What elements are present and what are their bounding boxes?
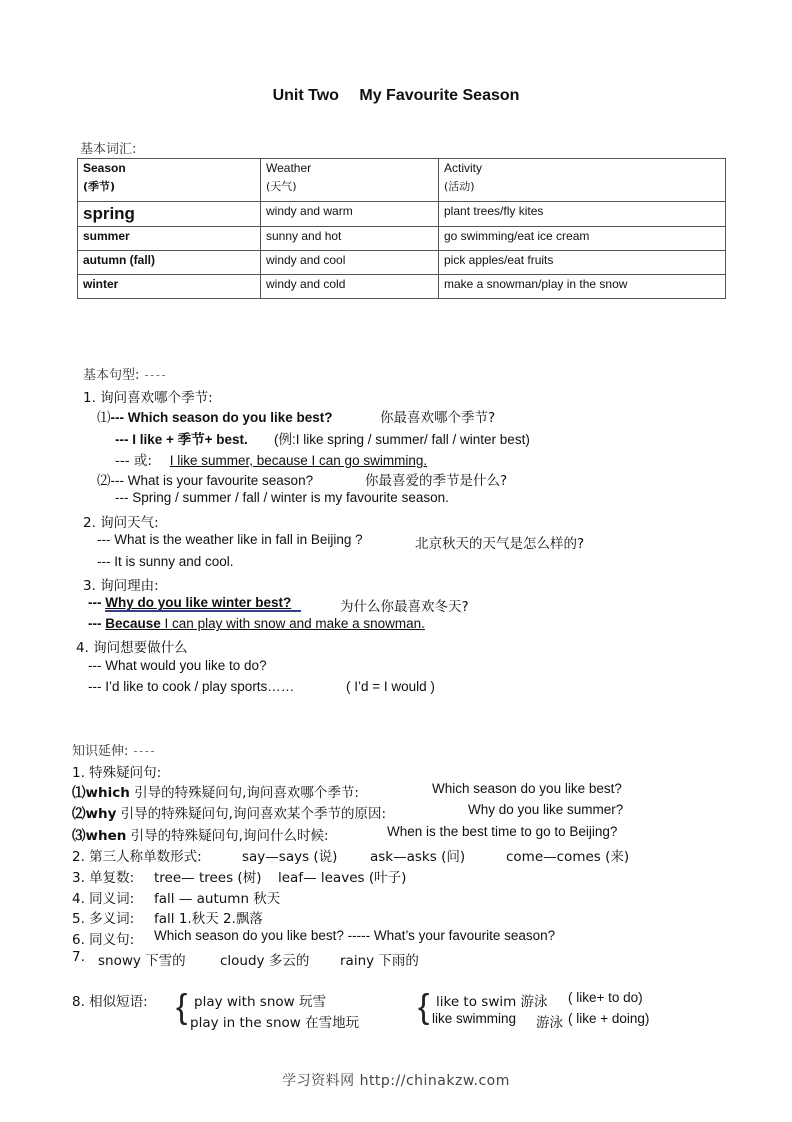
footer-watermark: 学习资料网 http://chinakzw.com xyxy=(282,1073,510,1089)
s1-q1-num: ⑴ xyxy=(97,410,111,426)
ext-1c-keyword: ⑶when xyxy=(72,828,127,844)
s1-q2-num: ⑵ xyxy=(97,473,111,489)
season-text: spring xyxy=(83,204,135,223)
header-season xyxy=(78,159,261,202)
s4-heading: 4. 询问想要做什么 xyxy=(76,640,188,656)
header-season-zh: (季节) xyxy=(83,180,116,193)
ext-1b-text: 引导的特殊疑问句,询问喜欢某个季节的原因: xyxy=(116,806,387,822)
cell-weather: windy and cold xyxy=(261,275,439,299)
s4-q: --- What would you like to do? xyxy=(88,658,267,673)
cell-activity: pick apples/eat fruits xyxy=(439,251,726,275)
sentences-label-text: 基本句型: xyxy=(83,368,140,383)
title-unit: Unit Two xyxy=(272,87,339,104)
cell-activity: make a snowman/play in the snow xyxy=(439,275,726,299)
ext-2c: come—comes (来) xyxy=(506,849,630,865)
extension-label xyxy=(72,740,154,759)
cell-season: summer xyxy=(78,227,261,251)
cell-weather: windy and cool xyxy=(261,251,439,275)
s1-a1-example: (例:I like spring / summer/ fall / winter best) xyxy=(274,432,530,447)
table-row xyxy=(78,275,726,299)
ext-item-4: 4. 同义词: xyxy=(72,891,135,907)
table-header-row xyxy=(78,159,726,202)
ext-6a: Which season do you like best? ----- What’s your favourite season? xyxy=(154,928,556,943)
s3-a xyxy=(88,616,425,631)
ext-1b-keyword: ⑵why xyxy=(72,806,117,822)
ext-8b2: like swimming xyxy=(432,1011,517,1026)
s1-q2-zh: 你最喜爱的季节是什么? xyxy=(365,473,508,489)
ext-item-5: 5. 多义词: xyxy=(72,911,135,927)
s1-q1-text: --- Which season do you like best? xyxy=(110,410,333,425)
ext-item-7: 7. xyxy=(72,949,85,965)
header-activity xyxy=(439,159,726,202)
ext-4a: fall — autumn 秋天 xyxy=(154,891,281,907)
s1-q1 xyxy=(97,406,333,426)
s3-a-because: Because xyxy=(105,616,161,631)
s1-q1-zh: 你最喜欢哪个季节? xyxy=(380,410,496,426)
dash-mark xyxy=(145,375,165,376)
ext-7b: cloudy 多云的 xyxy=(220,953,310,969)
ext-2b: ask—asks (问) xyxy=(370,849,466,865)
s1-a1: --- I like + 季节+ best. xyxy=(115,432,248,447)
s3-heading: 3. 询问理由: xyxy=(83,578,159,594)
ext-item-8: 8. 相似短语: xyxy=(72,994,148,1010)
header-season-en: Season xyxy=(83,161,126,175)
sentences-label xyxy=(83,364,165,383)
ext-item-1a xyxy=(72,781,359,801)
ext-7a: snowy 下雪的 xyxy=(98,953,186,969)
dash-mark xyxy=(134,751,154,752)
s1-a1-or-label: --- 或: xyxy=(115,453,152,469)
header-weather xyxy=(261,159,439,202)
s1-heading: 1. 询问喜欢哪个季节: xyxy=(83,390,213,406)
brace-icon: { xyxy=(418,988,430,1026)
table-row xyxy=(78,202,726,227)
s4-a-note: ( I’d = I would ) xyxy=(346,679,435,694)
table-row xyxy=(78,251,726,275)
ext-1c-en: When is the best time to go to Beijing? xyxy=(387,824,618,839)
ext-item-1b xyxy=(72,802,386,822)
ext-1b-en: Why do you like summer? xyxy=(468,802,624,817)
ext-3b: leaf— leaves (叶子) xyxy=(278,870,407,886)
ext-8b2-zh: 游泳 xyxy=(536,1015,563,1031)
ext-item-3: 3. 单复数: xyxy=(72,870,135,886)
title-name: My Favourite Season xyxy=(359,87,520,104)
ext-1a-text: 引导的特殊疑问句,询问喜欢哪个季节: xyxy=(129,785,359,801)
s1-q2-text: --- What is your favourite season? xyxy=(110,473,314,488)
cell-weather: windy and warm xyxy=(261,202,439,227)
page-title xyxy=(0,87,792,105)
ext-1c-text: 引导的特殊疑问句,询问什么时候: xyxy=(126,828,329,844)
ext-8b2-note: ( like + doing) xyxy=(568,1011,650,1026)
s1-a2: --- Spring / summer / fall / winter is my favourite season. xyxy=(115,490,449,505)
table-row xyxy=(78,227,726,251)
cell-season xyxy=(78,202,261,227)
s1-a1-or xyxy=(115,449,427,469)
s3-q-zh: 为什么你最喜欢冬天? xyxy=(340,599,469,615)
ext-item-6: 6. 同义句: xyxy=(72,932,135,948)
ext-3a: tree— trees (树) xyxy=(154,870,262,886)
ext-1a-keyword: ⑴which xyxy=(72,785,130,801)
ext-8a2: play in the snow 在雪地玩 xyxy=(190,1015,360,1031)
vocab-label: 基本词汇: xyxy=(80,142,137,157)
cell-season: autumn (fall) xyxy=(78,251,261,275)
vocab-table xyxy=(77,158,726,299)
ext-item-2: 2. 第三人称单数形式: xyxy=(72,849,202,865)
ext-5a: fall 1.秋天 2.飘落 xyxy=(154,911,263,927)
ext-2a: say—says (说) xyxy=(242,849,338,865)
header-activity-en: Activity xyxy=(444,161,483,175)
extension-label-text: 知识延伸: xyxy=(72,744,129,759)
s3-q xyxy=(88,595,301,610)
s1-a1-or-text: I like summer, because I can go swimming. xyxy=(169,453,428,468)
s3-q-dash: --- xyxy=(88,595,106,610)
s4-a: --- I’d like to cook / play sports…… xyxy=(88,679,295,694)
s2-q: --- What is the weather like in fall in Beijing ? xyxy=(97,532,363,547)
ext-8b1-note: ( like+ to do) xyxy=(568,990,643,1005)
ext-1a-en: Which season do you like best? xyxy=(432,781,622,796)
s2-heading: 2. 询问天气: xyxy=(83,515,159,531)
ext-item-1: 1. 特殊疑问句: xyxy=(72,765,162,781)
header-activity-zh: (活动) xyxy=(444,180,475,193)
ext-item-1c xyxy=(72,824,329,844)
ext-8a1: play with snow 玩雪 xyxy=(194,994,326,1010)
ext-7c: rainy 下雨的 xyxy=(340,953,419,969)
cell-weather: sunny and hot xyxy=(261,227,439,251)
cell-activity: go swimming/eat ice cream xyxy=(439,227,726,251)
header-weather-zh: (天气) xyxy=(266,180,297,193)
s1-q2 xyxy=(97,469,313,489)
cell-activity: plant trees/fly kites xyxy=(439,202,726,227)
s3-a-dash: --- xyxy=(88,616,106,631)
brace-icon: { xyxy=(176,988,188,1026)
s2-a: --- It is sunny and cool. xyxy=(97,554,234,569)
s3-a-rest: I can play with snow and make a snowman. xyxy=(160,616,425,631)
s3-q-text: Why do you like winter best? xyxy=(105,595,301,612)
header-weather-en: Weather xyxy=(266,161,312,175)
s2-q-zh: 北京秋天的天气是怎么样的? xyxy=(415,536,585,552)
cell-season: winter xyxy=(78,275,261,299)
ext-8b1: like to swim 游泳 xyxy=(436,994,548,1010)
